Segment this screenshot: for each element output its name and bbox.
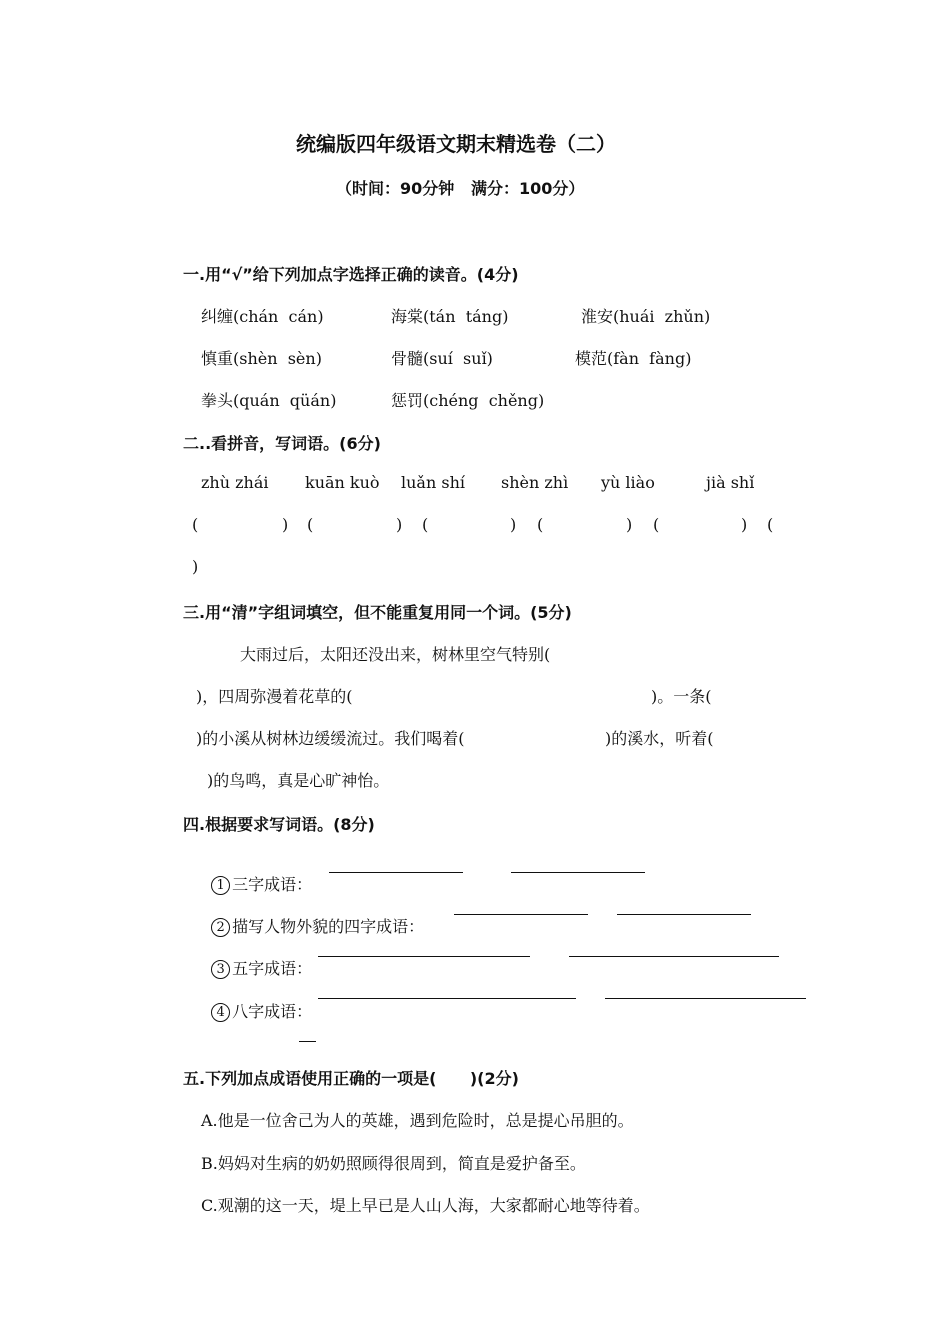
q2-pinyin: yù liào	[601, 473, 655, 492]
q5-option-b: B.妈妈对生病的奶奶照顾得很周到，简直是爱护备至。	[201, 1154, 586, 1173]
answer-blank[interactable]	[318, 998, 576, 999]
q2-pinyin: kuān kuò	[305, 473, 380, 492]
q4-item-label: 八字成语：	[232, 1002, 313, 1021]
q4-heading: 四.根据要求写词语。(8分)	[183, 815, 375, 834]
q1-item: 惩罚(chéng chěng)	[391, 391, 545, 410]
circled-number: 3	[211, 960, 230, 979]
q4-item	[201, 980, 312, 1022]
q3-text-line: 大雨过后，太阳还没出来，树林里空气特别(	[240, 645, 551, 664]
circled-number: 2	[211, 918, 230, 937]
q2-pinyin: shèn zhì	[501, 473, 569, 492]
answer-paren-close: )	[741, 515, 748, 534]
q4-item	[201, 937, 312, 979]
answer-paren-open: (	[307, 515, 314, 534]
answer-blank[interactable]	[318, 956, 530, 957]
q2-heading: 二..看拼音，写词语。(6分)	[183, 434, 381, 453]
answer-paren-open: (	[767, 515, 774, 534]
q3-heading: 三.用“清”字组词填空，但不能重复用同一个词。(5分)	[183, 603, 572, 622]
q1-item: 模范(fàn fàng)	[575, 349, 692, 368]
q2-pinyin: luǎn shí	[401, 473, 465, 492]
q1-item: 海棠(tán táng)	[391, 307, 509, 326]
answer-paren-open: (	[537, 515, 544, 534]
q4-item-label: 五字成语：	[232, 959, 313, 978]
q4-item-label: 三字成语：	[232, 875, 313, 894]
circled-number: 1	[211, 876, 230, 895]
q3-text-line: )的溪水，听着(	[605, 729, 714, 748]
q4-item	[201, 853, 312, 895]
q2-pinyin: zhù zhái	[201, 473, 269, 492]
q4-item	[201, 895, 424, 937]
answer-paren-close: )	[192, 557, 199, 576]
q5-heading: 五.下列加点成语使用正确的一项是( )(2分)	[183, 1069, 519, 1088]
q3-text-line: )的小溪从树林边缓缓流过。我们喝着(	[196, 729, 465, 748]
q1-item: 纠缠(chán cán)	[201, 307, 324, 326]
q1-item: 骨髓(suí suǐ)	[391, 349, 493, 368]
answer-blank[interactable]	[454, 914, 588, 915]
answer-paren-open: (	[422, 515, 429, 534]
answer-blank[interactable]	[329, 872, 463, 873]
answer-blank-continuation[interactable]	[299, 1041, 316, 1042]
circled-number: 4	[211, 1003, 230, 1022]
answer-paren-close: )	[510, 515, 517, 534]
answer-paren-close: )	[282, 515, 289, 534]
answer-paren-open: (	[653, 515, 660, 534]
q5-option-c: C.观潮的这一天，堤上早已是人山人海，大家都耐心地等待着。	[201, 1196, 650, 1215]
answer-blank[interactable]	[511, 872, 645, 873]
q1-item: 淮安(huái zhǔn)	[581, 307, 711, 326]
page-subtitle: （时间：90分钟 满分：100分）	[336, 179, 585, 198]
answer-paren-close: )	[396, 515, 403, 534]
q3-text-line: )。一条(	[651, 687, 712, 706]
q1-item: 慎重(shèn sèn)	[201, 349, 322, 368]
answer-paren-open: (	[192, 515, 199, 534]
q1-heading: 一.用“√”给下列加点字选择正确的读音。(4分)	[183, 265, 519, 284]
q2-pinyin: jià shǐ	[706, 473, 755, 492]
answer-blank[interactable]	[569, 956, 779, 957]
answer-paren-close: )	[626, 515, 633, 534]
q3-text-line: )的鸟鸣，真是心旷神怡。	[207, 771, 390, 790]
q1-item: 拳头(quán qüán)	[201, 391, 337, 410]
answer-blank[interactable]	[617, 914, 751, 915]
q3-text-line: )，四周弥漫着花草的(	[196, 687, 353, 706]
answer-blank[interactable]	[605, 998, 806, 999]
page-title: 统编版四年级语文期末精选卷（二）	[296, 132, 616, 156]
q4-item-label: 描写人物外貌的四字成语：	[232, 917, 425, 936]
q5-option-a: A.他是一位舍己为人的英雄，遇到危险时，总是提心吊胆的。	[201, 1111, 634, 1130]
